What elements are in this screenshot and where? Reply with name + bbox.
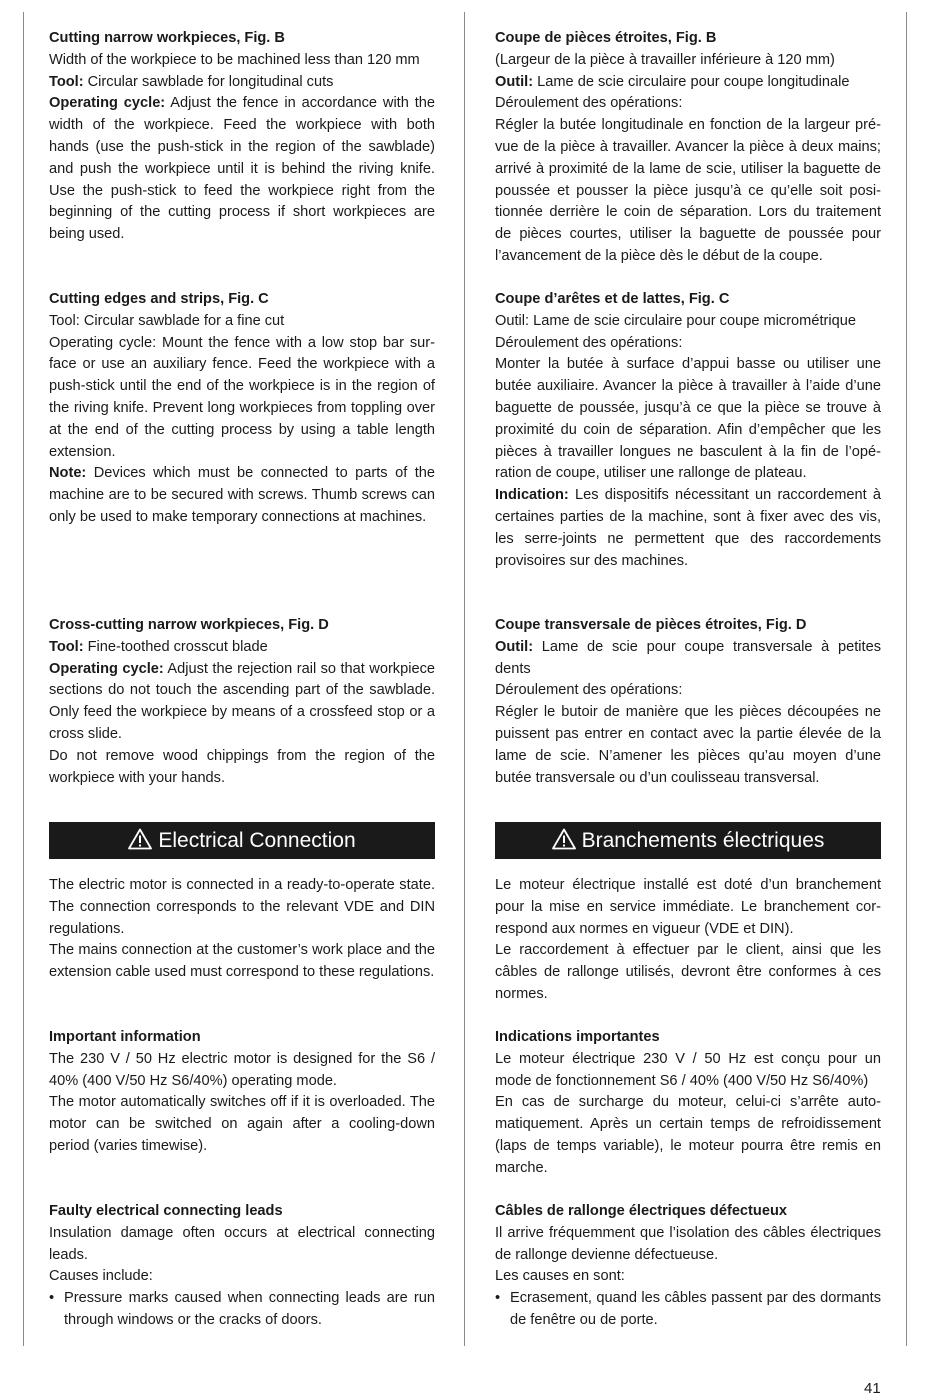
text: Circular sawblade for longitudinal cuts xyxy=(83,73,334,90)
paragraph: Les causes en sont: xyxy=(495,1268,625,1285)
bullet-list xyxy=(49,1288,435,1332)
section-faulty-leads xyxy=(49,1201,435,1332)
paragraph: (Largeur de la pièce à travailler inférieure à 120 mm) xyxy=(495,51,835,68)
section-heading: Coupe de pièces étroites, Fig. B xyxy=(495,30,717,46)
label: Tool: xyxy=(49,638,84,655)
section-branchement-intro xyxy=(495,875,881,1006)
section-indications xyxy=(495,1027,881,1180)
section-heading: Câbles de rallonge électriques défectueux xyxy=(495,1203,787,1219)
label: Operating cycle: xyxy=(49,660,164,677)
paragraph: Causes include: xyxy=(49,1268,153,1285)
section-heading: Cutting edges and strips, Fig. C xyxy=(49,291,269,307)
paragraph: Déroulement des opérations: xyxy=(495,682,683,699)
section-banner xyxy=(49,822,435,859)
text: Lame de scie pour coupe transversale à petites dents xyxy=(495,638,881,677)
section-cutting-narrow xyxy=(49,28,435,246)
label: Tool: xyxy=(49,73,84,90)
paragraph xyxy=(49,637,435,659)
paragraph: Le raccordement à effectuer par le client, ainsi que les câbles de rallonge utilisés, devront être conformes à ces normes. xyxy=(495,942,881,1002)
label: Note: xyxy=(49,465,87,482)
text: Lame de scie circulaire pour coupe longitudinale xyxy=(533,73,850,90)
column-rule-right xyxy=(906,12,907,1346)
bullet-mark: • xyxy=(495,1290,501,1307)
paragraph xyxy=(49,72,435,94)
section-heading: Cross-cutting narrow workpieces, Fig. D xyxy=(49,617,329,633)
banner-title: Branchements électriques xyxy=(581,829,825,852)
paragraph: The electric motor is connected in a ready-to-operate state. The connection corresponds to the relevant VDE and DIN regulations. xyxy=(49,877,435,937)
left-column xyxy=(49,28,435,1348)
paragraph: Déroulement des opérations: xyxy=(495,334,683,351)
label: Outil: xyxy=(495,73,534,90)
section-important-info xyxy=(49,1027,435,1158)
label: Indication: xyxy=(495,487,569,504)
section-coupe-aretes xyxy=(495,289,881,572)
section-cutting-edges xyxy=(49,289,435,529)
paragraph: Déroulement des opérations: xyxy=(495,95,683,112)
section-heading: Coupe transversale de pièces étroites, Fig. D xyxy=(495,617,807,633)
paragraph xyxy=(49,463,435,528)
section-coupe-transversale xyxy=(495,615,881,789)
banner-title: Electrical Connection xyxy=(158,829,356,852)
bullet-mark: • xyxy=(49,1290,55,1307)
list-item-text: Ecrasement, quand les câbles passent par des dormants de fenêtre ou de porte. xyxy=(510,1290,881,1328)
page-number: 41 xyxy=(864,1380,881,1397)
list-item xyxy=(49,1288,435,1332)
paragraph: The 230 V / 50 Hz electric motor is designed for the S6 / 40% (400 V/50 Hz S6/40%) operating mode. xyxy=(49,1050,435,1089)
section-heading: Coupe d’arêtes et de lattes, Fig. C xyxy=(495,291,730,307)
paragraph: Le moteur électrique 230 V / 50 Hz est conçu pour un mode de fonctionnement S6 / 40% (400 V/50 Hz S6/40%) xyxy=(495,1050,881,1089)
paragraph xyxy=(495,72,881,94)
section-banner xyxy=(495,822,881,859)
section-heading: Cutting narrow workpieces, Fig. B xyxy=(49,30,285,46)
paragraph xyxy=(495,637,881,681)
right-column xyxy=(495,28,881,1348)
paragraph: The mains connection at the customer’s work place and the extension cable used must correspond to these regulations. xyxy=(49,942,435,981)
paragraph: Régler le butoir de manière que les pièces découpées ne puissent pas entrer en contact avec la partie élevée de la lame de scie. N’amener les pièces qu’au moyen d’une butée transversale ou d’un coulisseau transversal. xyxy=(495,704,881,786)
paragraph xyxy=(49,659,435,746)
paragraph: Width of the workpiece to be machined less than 120 mm xyxy=(49,51,420,68)
paragraph: Tool: Circular sawblade for a fine cut xyxy=(49,312,285,329)
paragraph: Outil: Lame de scie circulaire pour coupe micrométrique xyxy=(495,312,856,329)
paragraph: Monter la butée à surface d’appui basse ou utiliser une butée auxiliaire. Avancer la pièce à travailler à l’aide d’une baguette de poussée, jusqu’à ce que la pièce se trouve à proximité du coin de séparation. Afin d’empêcher que les pièces à travailler longues ne basculent à la fin de l’opération de coupe, utiliser une rallonge de plateau. xyxy=(495,356,881,482)
paragraph: Insulation damage often occurs at electrical connecting leads. xyxy=(49,1224,435,1263)
column-rule-left xyxy=(23,12,24,1346)
text: Devices which must be connected to parts of the machine are to be secured with screws. Thumb screws can only be used to make temporary connections at machines. xyxy=(49,465,435,525)
paragraph xyxy=(495,485,881,572)
list-item xyxy=(495,1288,881,1332)
paragraph: Il arrive fréquemment que l’isolation des câbles électriques de rallonge devienne défectueuse. xyxy=(495,1224,881,1263)
warning-icon xyxy=(552,828,576,850)
bullet-list xyxy=(495,1288,881,1332)
section-heading: Important information xyxy=(49,1029,201,1045)
section-electrical-intro xyxy=(49,875,435,984)
text: Les dispositifs nécessitant un raccordement à certaines parties de la machine, sont à fixer avec des vis, les serre-joints ne permettent que des raccordements provisoires sur des machines. xyxy=(495,487,881,569)
paragraph: En cas de surcharge du moteur, celui-ci s’arrête automatiquement. Après un certain temps de refroidissement (laps de temps variable), le moteur pourra être remis en marche. xyxy=(495,1094,881,1176)
column-rule-middle xyxy=(464,12,465,1346)
list-item-text: Pressure marks caused when connecting leads are run through windows or the cracks of doors. xyxy=(64,1290,435,1328)
section-cross-cutting xyxy=(49,615,435,789)
paragraph: Le moteur électrique installé est doté d’un branchement pour la mise en service immédiate. Le branchement correspond aux normes en vigueur (VDE et DIN). xyxy=(495,877,881,937)
label: Outil: xyxy=(495,638,534,655)
text: Fine-toothed crosscut blade xyxy=(83,638,268,655)
section-heading: Indications importantes xyxy=(495,1029,660,1045)
section-cables-defectueux xyxy=(495,1201,881,1332)
paragraph: Do not remove wood chippings from the region of the workpiece with your hands. xyxy=(49,747,435,786)
warning-icon xyxy=(128,828,152,850)
paragraph: Régler la butée longitudinale en fonction de la largeur prévue de la pièce à travailler. Avancer la pièce à deux mains; arrivé à proximité de la lame de scie, utiliser la baguette de poussée et pousser la pièce jusqu’à ce qu’elle soit positionnée derrière le coin de séparation. Lors du traitement de pièces courtes, utiliser la baguette de poussée pour l’avancement de la pièce dès le début de la coupe. xyxy=(495,117,881,264)
section-heading: Faulty electrical connecting leads xyxy=(49,1203,283,1219)
text: Adjust the rejection rail so that workpiece sections do not touch the ascending part of the sawblade. Only feed the workpiece by means of a crossfeed stop or a cross slide. xyxy=(49,660,435,742)
label: Operating cycle: xyxy=(49,95,166,112)
text: Adjust the fence in accordance with the width of the workpiece. Feed the workpiece with both hands (use the push-stick in the region of the sawblade) and push the workpiece until it is behind the riving knife. Use the push-stick to feed the workpiece right from the beginning of the cutting process if short workpieces are being used. xyxy=(49,95,436,243)
paragraph: The motor automatically switches off if it is overloaded. The motor can be switched on again after a cooling-down period (varies timewise). xyxy=(49,1094,435,1154)
paragraph xyxy=(49,93,435,246)
section-coupe-etroites xyxy=(495,28,881,268)
paragraph: Operating cycle: Mount the fence with a low stop bar surface or use an auxiliary fence. Feed the workpiece with a push-stick until the end of the workpiece is in the region of the riving knife. Prevent long workpieces from toppling over at the end of the cutting process by using a table length extension. xyxy=(49,334,435,460)
